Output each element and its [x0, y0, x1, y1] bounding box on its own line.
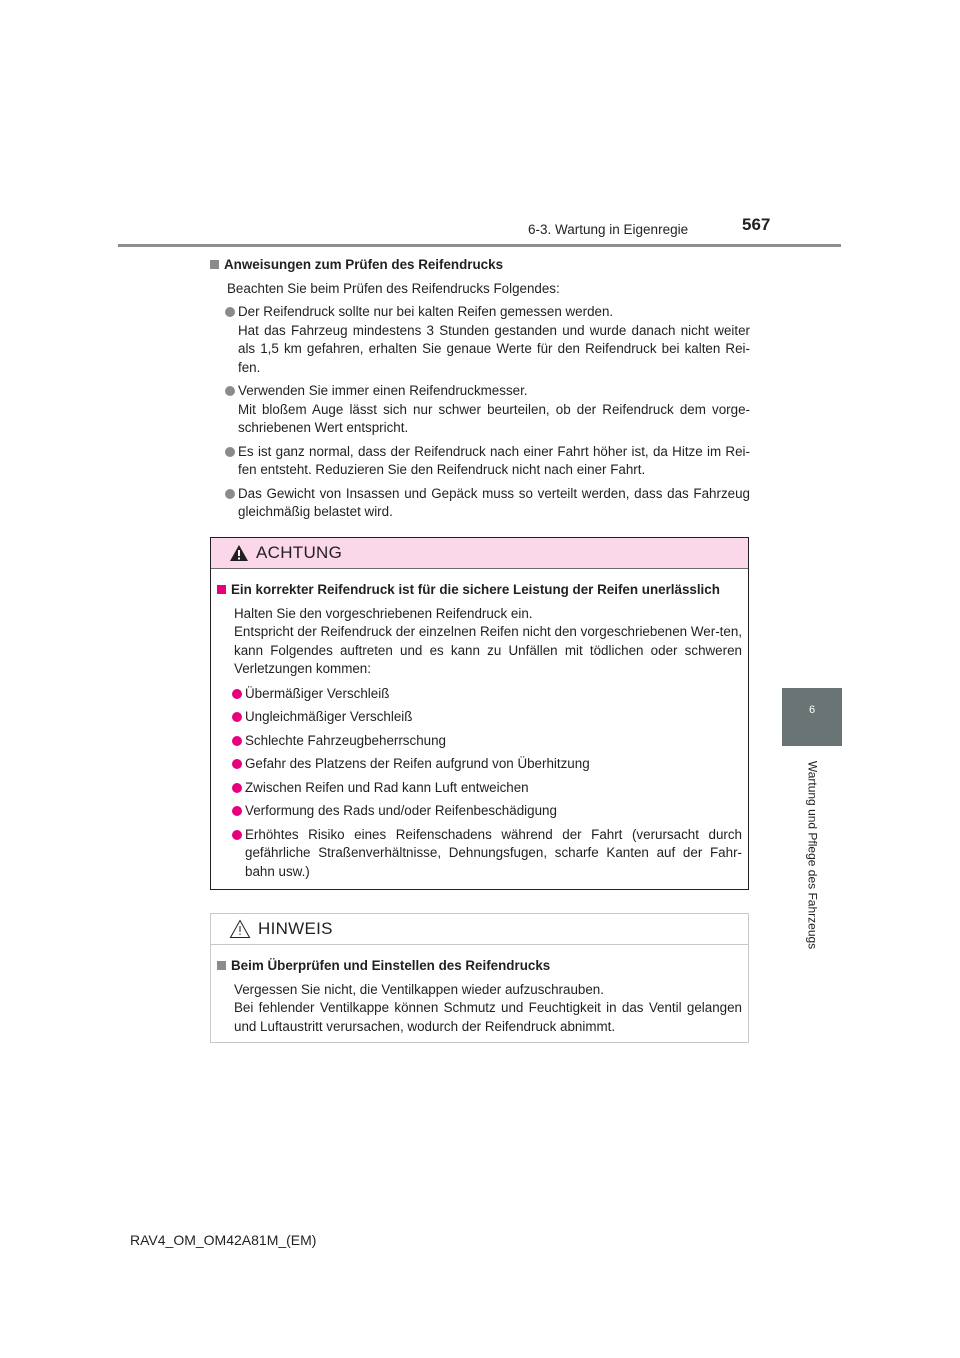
notice-heading: Beim Überprüfen und Einstellen des Reifendrucks	[217, 957, 742, 976]
main-content	[210, 256, 750, 527]
caution-text: Halten Sie den vorgeschriebenen Reifendruck ein.	[234, 605, 533, 621]
notice-title: HINWEIS	[258, 918, 333, 938]
notice-text: Bei fehlender Ventilkappe können Schmutz und Feuchtigkeit in das Ventil gelangen und Luftaustritt verursachen, wodurch der Reifendruck abnimmt.	[234, 1000, 742, 1034]
list-item: Schlechte Fahrzeugbeherrschung	[217, 732, 742, 751]
list-item: Zwischen Reifen und Rad kann Luft entweichen	[217, 779, 742, 798]
caution-box	[210, 537, 749, 890]
caution-title-bar	[211, 538, 748, 569]
list-item: Ungleichmäßiger Verschleiß	[217, 708, 742, 727]
square-bullet-icon	[217, 961, 226, 970]
square-bullet-icon	[217, 585, 226, 594]
header-section-title: 6-3. Wartung in Eigenregie	[528, 222, 689, 237]
bullet-dot-icon	[225, 307, 235, 317]
list-item: Übermäßiger Verschleiß	[217, 685, 742, 704]
notice-box	[210, 913, 749, 1043]
chapter-tab[interactable]: 6	[782, 688, 842, 746]
list-item: Verwenden Sie immer einen Reifendruckmesser. Mit bloßem Auge lässt sich nur schwer beurteilen, ob der Reifendruck dem vorge-schriebenen Wert entspricht.	[210, 382, 750, 438]
document-code: RAV4_OM_OM42A81M_(EM)	[130, 1232, 317, 1248]
notice-triangle-icon	[229, 919, 251, 939]
page-number: 567	[742, 215, 771, 234]
caution-heading: Ein korrekter Reifendruck ist für die sichere Leistung der Reifen unerlässlich	[217, 581, 742, 600]
bullet-dot-icon	[232, 806, 242, 816]
list-item: Verformung des Rads und/oder Reifenbeschädigung	[217, 802, 742, 821]
bullet-dot-icon	[232, 830, 242, 840]
list-item: Es ist ganz normal, dass der Reifendruck nach einer Fahrt höher ist, da Hitze im Rei-fen entsteht. Reduzieren Sie den Reifendruck nicht nach einer Fahrt.	[210, 443, 750, 480]
list-item: Gefahr des Platzens der Reifen aufgrund von Überhitzung	[217, 755, 742, 774]
section-heading: Anweisungen zum Prüfen des Reifendrucks	[210, 256, 750, 275]
bullet-dot-icon	[232, 759, 242, 769]
chapter-title: Wartung und Pflege des Fahrzeugs	[805, 760, 820, 950]
notice-text: Vergessen Sie nicht, die Ventilkappen wieder aufzuschrauben.	[234, 981, 604, 997]
bullet-dot-icon	[232, 689, 242, 699]
bullet-dot-icon	[232, 736, 242, 746]
bullet-dot-icon	[232, 783, 242, 793]
bullet-dot-icon	[225, 386, 235, 396]
chapter-title-vertical	[782, 750, 842, 960]
caution-text: Entspricht der Reifendruck der einzelnen Reifen nicht den vorgeschriebenen Wer-ten, kann Folgendes auftreten und es kann zu Unfällen mit tödlichen oder schweren Verletzungen kommen:	[234, 624, 742, 676]
bullet-dot-icon	[225, 447, 235, 457]
list-item: Erhöhtes Risiko eines Reifenschadens während der Fahrt (verursacht durch gefährliche Straßenverhältnisse, Dehnungsfugen, scharfe Kanten auf der Fahr-bahn usw.)	[217, 826, 742, 882]
bullet-dot-icon	[225, 489, 235, 499]
notice-title-bar	[211, 914, 748, 945]
intro-text: Beachten Sie beim Prüfen des Reifendrucks Folgendes:	[227, 280, 560, 296]
list-item: Der Reifendruck sollte nur bei kalten Reifen gemessen werden. Hat das Fahrzeug mindestens 3 Stunden gestanden und wurde danach nicht weiter als 1,5 km gefahren, erhalten Sie genaue Werte für den Reifendruck bei kalten Rei-fen.	[210, 303, 750, 377]
header-divider	[118, 244, 841, 247]
bullet-dot-icon	[232, 712, 242, 722]
list-item: Das Gewicht von Insassen und Gepäck muss so verteilt werden, dass das Fahrzeug gleichmäßig belastet wird.	[210, 485, 750, 522]
warning-triangle-icon	[229, 544, 249, 562]
caution-title: ACHTUNG	[256, 542, 343, 562]
square-bullet-icon	[210, 260, 219, 269]
